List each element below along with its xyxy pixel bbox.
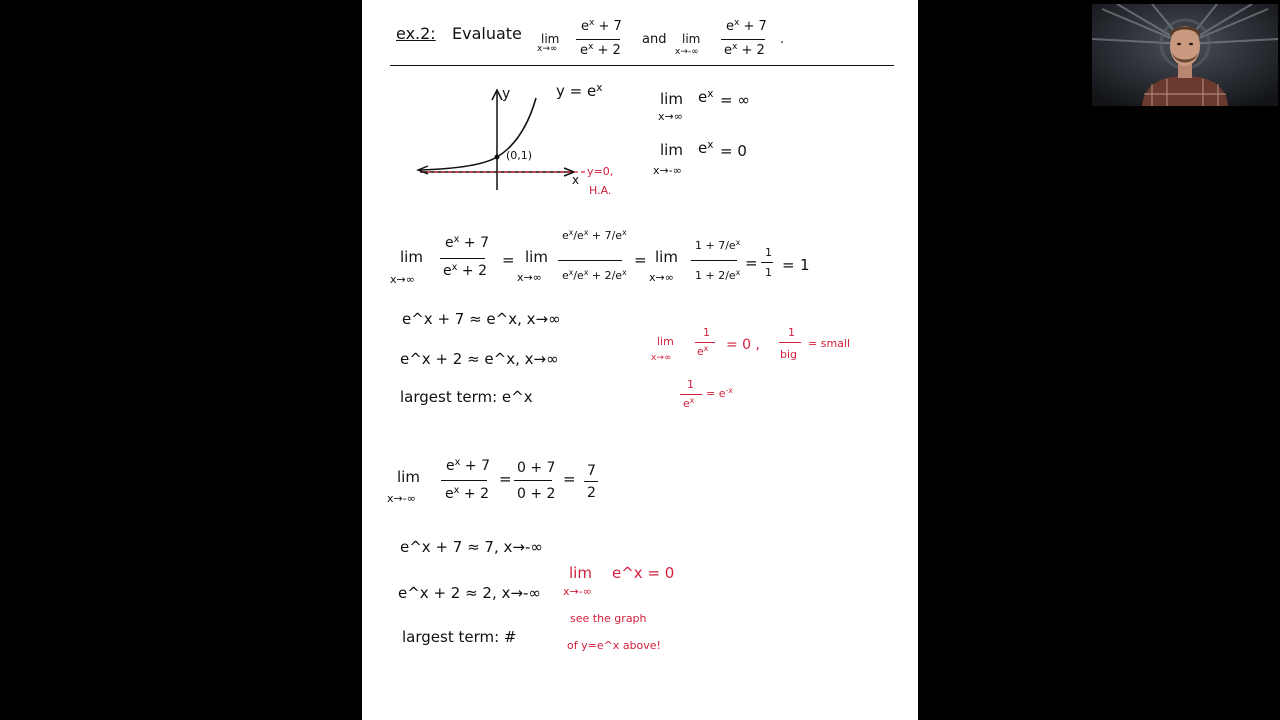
note1-neg-num: 1 (687, 378, 694, 391)
part1-frac-bar (440, 258, 485, 259)
graph-lim1-sub: x→∞ (658, 110, 683, 123)
note2-line1: see the graph (570, 612, 647, 625)
note1-rhs: = 0 , (726, 337, 760, 353)
graph-y-label: y (502, 86, 511, 102)
part1-result-den: 1 (765, 266, 772, 279)
note1-lim: lim (657, 335, 674, 348)
example-label: ex.2: (396, 24, 436, 43)
part1-approx1: e^x + 7 ≈ e^x, x→∞ (402, 310, 561, 328)
note1-neg-den: $e^x$ (683, 396, 695, 410)
graph-point-label: (0,1) (506, 149, 533, 162)
note1-big-bar (779, 342, 801, 343)
graph-lim2: lim (660, 141, 683, 159)
note1-big-num: 1 (788, 326, 795, 339)
graph-curve-label: $y = e^x$ (556, 81, 603, 100)
note1-big-den: big (780, 348, 798, 361)
part2-largest: largest term: # (402, 628, 517, 646)
part2-eq2: = (563, 470, 576, 488)
part2-lim-sub: x→-∞ (387, 492, 416, 505)
part2-approx1: e^x + 7 ≈ 7, x→-∞ (400, 538, 543, 556)
note2-lim-sub: x→-∞ (563, 585, 592, 598)
part1-lim-sub: x→∞ (390, 273, 415, 286)
graph-ha-label-2: H.A. (589, 184, 612, 197)
part1-lim3-sub: x→∞ (649, 271, 674, 284)
header-lim1: lim (541, 32, 560, 46)
header-frac2-den: $e^x + 2$ (724, 42, 765, 58)
part1-eq4: = (782, 256, 795, 274)
note1-small: = small (808, 337, 851, 350)
note1-den: $e^x$ (697, 344, 709, 358)
part1-frac-den: $e^x + 2$ (443, 262, 487, 279)
part1-result: 1 (800, 256, 810, 274)
part2-result-den: 2 (587, 485, 596, 501)
presenter-video (1092, 4, 1278, 106)
graph-lim2-rhs: = 0 (720, 142, 747, 160)
graph-lim2-sub: x→-∞ (653, 164, 682, 177)
header-frac1-den: $e^x + 2$ (580, 42, 621, 58)
part1-lim2-sub: x→∞ (517, 271, 542, 284)
header-frac1-num: $e^x + 7$ (581, 18, 622, 34)
graph-ha-label-1: y=0, (587, 165, 614, 178)
part1-step2-bar (691, 260, 737, 261)
graph-lim1: lim (660, 90, 683, 108)
part1-step-bar (558, 260, 622, 261)
part2-step-den: 0 + 2 (517, 486, 556, 502)
graph-x-label: x (572, 173, 580, 187)
part1-eq2: = (634, 251, 647, 269)
header-rule (390, 65, 894, 66)
header-period: . (780, 32, 785, 47)
notes-page (362, 0, 918, 720)
graph-lim2-expr: $e^x$ (698, 138, 714, 157)
part2-step-num: 0 + 7 (517, 460, 556, 476)
part1-step-num: $e^x/e^x + 7/e^x$ (562, 228, 627, 242)
part2-approx2: e^x + 2 ≈ 2, x→-∞ (398, 584, 541, 602)
part2-frac-num: $e^x + 7$ (446, 457, 490, 474)
part2-eq1: = (499, 470, 512, 488)
header-lim2: lim (682, 32, 701, 46)
part1-lim2: lim (525, 248, 548, 266)
note1-num: 1 (703, 326, 710, 339)
header-lim2-sub: x→-∞ (675, 47, 699, 57)
point-0-1 (495, 155, 500, 160)
note1-neg-bar (680, 394, 702, 395)
header-lim1-sub: x→∞ (537, 44, 558, 54)
part1-step-den: $e^x/e^x + 2/e^x$ (562, 268, 627, 282)
part2-result-bar (584, 481, 598, 482)
note2-lim: lim (569, 564, 592, 582)
part1-eq1: = (502, 251, 515, 269)
note1-lim-sub: x→∞ (651, 353, 672, 363)
part1-result-num: 1 (765, 246, 772, 259)
evaluate-word: Evaluate (452, 24, 522, 43)
graph-lim1-expr: $e^x$ (698, 87, 714, 106)
graph-lim1-rhs: = ∞ (720, 91, 750, 109)
part2-step-bar (514, 480, 552, 481)
and-word: and (642, 32, 667, 47)
header-frac1-bar (576, 39, 620, 40)
note1-neg-rhs: = $e^{-x}$ (706, 386, 733, 400)
part1-eq3: = (745, 254, 758, 272)
part2-lim: lim (397, 468, 420, 486)
part1-frac-num: $e^x + 7$ (445, 234, 489, 251)
part1-step2-den: $1 + 2/e^x$ (695, 268, 741, 282)
webcam-overlay (1092, 4, 1278, 106)
note2-rhs: e^x = 0 (612, 564, 675, 582)
exponential-graph (412, 80, 642, 200)
part2-frac-den: $e^x + 2$ (445, 485, 489, 502)
part1-approx2: e^x + 2 ≈ e^x, x→∞ (400, 350, 559, 368)
header-frac2-num: $e^x + 7$ (726, 18, 767, 34)
part1-lim: lim (400, 248, 423, 266)
part1-lim3: lim (655, 248, 678, 266)
part1-result-bar (761, 262, 773, 263)
note2-line2: of y=e^x above! (567, 639, 661, 652)
part2-result-num: 7 (587, 463, 596, 479)
header-frac2-bar (721, 39, 765, 40)
note1-bar (695, 342, 715, 343)
part1-step2-num: $1 + 7/e^x$ (695, 238, 741, 252)
part2-frac-bar (441, 480, 487, 481)
part1-largest: largest term: e^x (400, 388, 533, 406)
